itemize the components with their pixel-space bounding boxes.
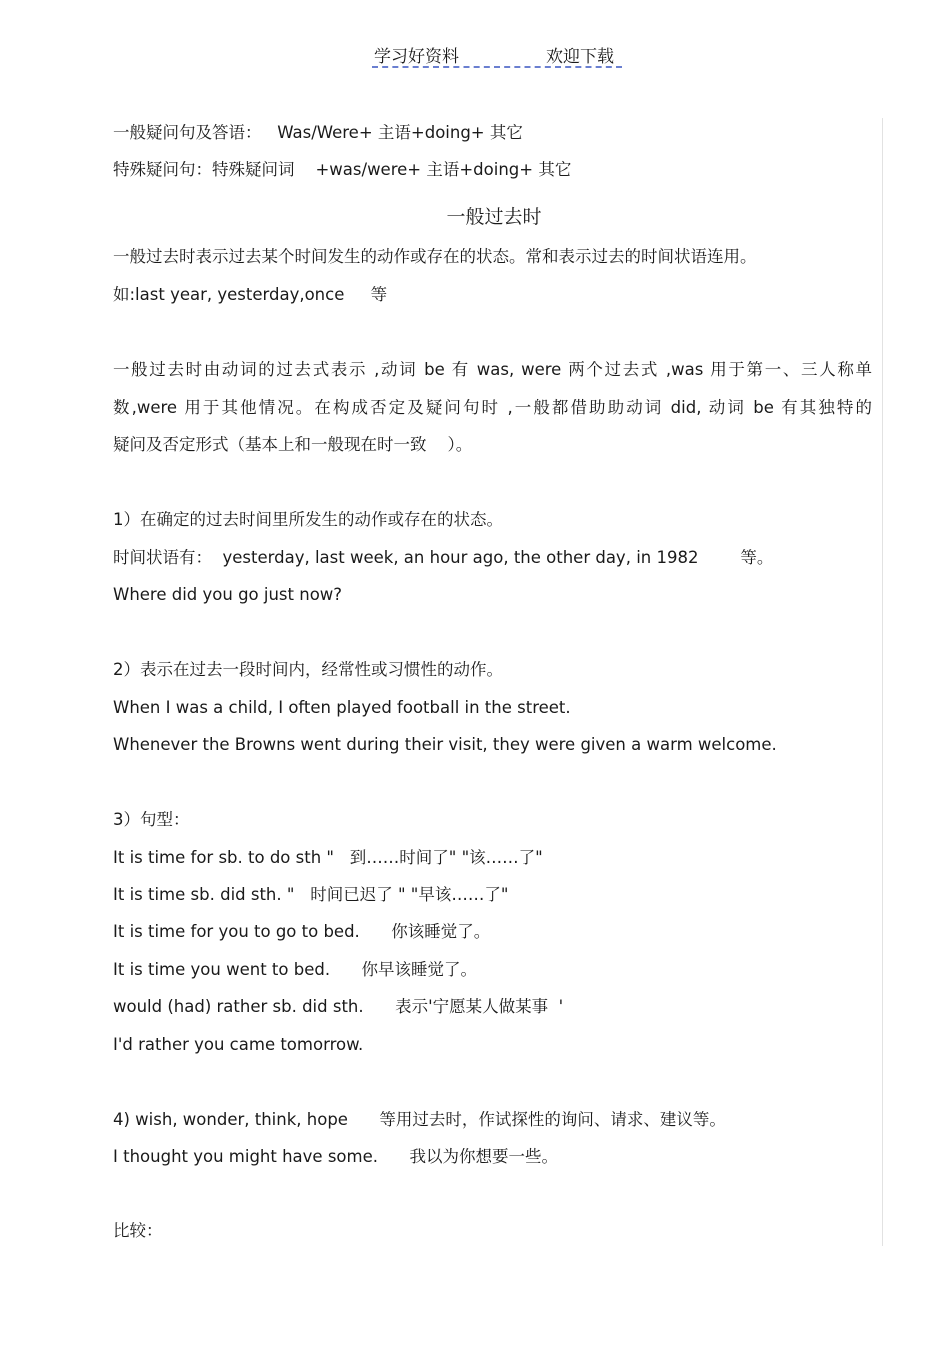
usage-3-heading: 3）句型： (113, 810, 190, 829)
usage-3-pattern-3: would (had) rather sb. did sth. 表示'宁愿某人做某事 ' (113, 997, 564, 1016)
usage-4-example: I thought you might have some. 我以为你想要一些。 (113, 1147, 558, 1166)
usage-2-example-1: When I was a child, I often played football in the street. (113, 698, 571, 717)
page-header (372, 40, 622, 68)
usage-1-heading: 1）在确定的过去时间里所发生的动作或存在的状态。 (113, 510, 503, 529)
paragraph-line-2: 数,were 用于其他情况。在构成否定及疑问句时 ,一般都借助助动词 did, 动词 be 有其独特的 (113, 398, 872, 417)
margin-rule (882, 118, 883, 1246)
comparison-heading: 比较： (113, 1221, 163, 1240)
section-title: 一般过去时 (446, 206, 542, 228)
paragraph-line-3: 疑问及否定形式（基本上和一般现在时一致 ）。 (113, 435, 473, 454)
usage-3-example-3: I'd rather you came tomorrow. (113, 1035, 364, 1054)
usage-1-adverbs: 时间状语有： yesterday, last week, an hour ago, the other day, in 1982 等。 (113, 548, 774, 567)
header-left-text: 学习好资料 (374, 47, 459, 67)
usage-3-pattern-1: It is time for sb. to do sth " 到……时间了" "该……了" (113, 848, 543, 867)
usage-3-example-2: It is time you went to bed. 你早该睡觉了。 (113, 960, 478, 979)
usage-4-heading: 4) wish, wonder, think, hope 等用过去时，作试探性的询问、请求、建议等。 (113, 1110, 726, 1129)
special-question-line: 特殊疑问句：特殊疑问词 +was/were+ 主语+doing+ 其它 (113, 160, 572, 179)
definition-line: 一般过去时表示过去某个时间发生的动作或存在的状态。常和表示过去的时间状语连用。 (113, 247, 757, 266)
usage-1-example: Where did you go just now? (113, 585, 343, 604)
usage-2-heading: 2）表示在过去一段时间内，经常性或习惯性的动作。 (113, 660, 503, 679)
paragraph-line-1: 一般过去时由动词的过去式表示 ,动词 be 有 was, were 两个过去式 ,was 用于第一、三人称单 (113, 360, 872, 379)
header-right-text: 欢迎下载 (546, 47, 614, 67)
usage-3-example-1: It is time for you to go to bed. 你该睡觉了。 (113, 922, 491, 941)
example-adverbs-line: 如:last year, yesterday,once 等 (113, 285, 388, 304)
usage-2-example-2: Whenever the Browns went during their visit, they were given a warm welcome. (113, 735, 777, 754)
general-question-line: 一般疑问句及答语： Was/Were+ 主语+doing+ 其它 (113, 123, 523, 142)
usage-3-pattern-2: It is time sb. did sth. " 时间已迟了 " "早该……了" (113, 885, 509, 904)
